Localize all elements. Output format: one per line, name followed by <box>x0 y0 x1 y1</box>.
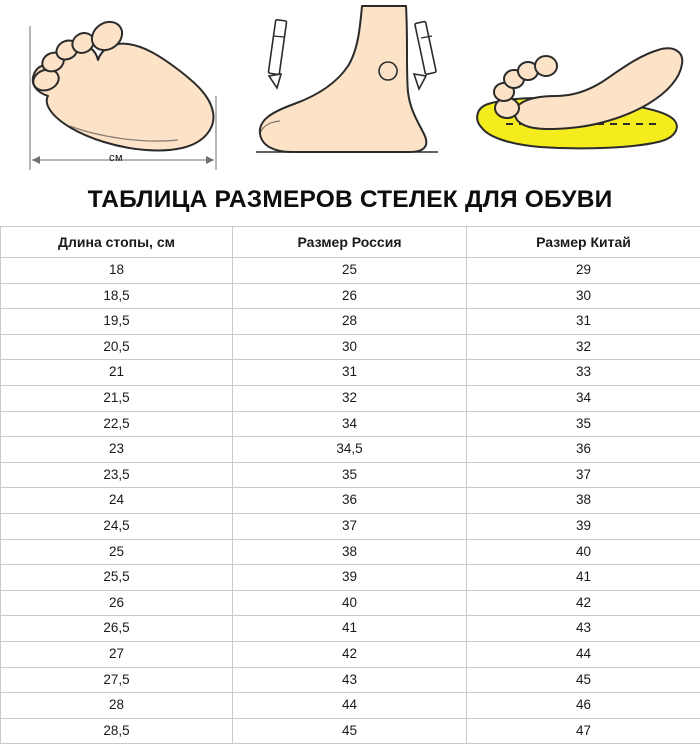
table-row <box>1 462 700 488</box>
foot-sole-illustration <box>10 0 236 180</box>
table-row <box>1 718 700 744</box>
cell-china-size: 33 <box>467 360 700 386</box>
cell-china-size: 39 <box>467 513 700 539</box>
cell-russia-size: 40 <box>233 590 467 616</box>
cell-china-size: 41 <box>467 565 700 591</box>
cell-russia-size: 43 <box>233 667 467 693</box>
cell-russia-size: 37 <box>233 513 467 539</box>
cell-russia-size: 30 <box>233 334 467 360</box>
cell-russia-size: 44 <box>233 693 467 719</box>
table-row <box>1 334 700 360</box>
table-row <box>1 283 700 309</box>
cell-china-size: 43 <box>467 616 700 642</box>
cell-china-size: 47 <box>467 718 700 744</box>
table-row <box>1 539 700 565</box>
cell-china-size: 29 <box>467 258 700 284</box>
cell-china-size: 45 <box>467 667 700 693</box>
insole-svg <box>462 0 694 180</box>
cell-foot-length: 25,5 <box>1 565 233 591</box>
table-row <box>1 616 700 642</box>
cell-foot-length: 24 <box>1 488 233 514</box>
cell-foot-length: 18,5 <box>1 283 233 309</box>
cell-china-size: 44 <box>467 641 700 667</box>
cell-foot-length: 26,5 <box>1 616 233 642</box>
cell-russia-size: 28 <box>233 309 467 335</box>
cell-foot-length: 28,5 <box>1 718 233 744</box>
pencil-left-icon <box>268 20 286 88</box>
cell-foot-length: 21,5 <box>1 385 233 411</box>
column-header-russia-size: Размер Россия <box>233 227 467 258</box>
pencil-right-icon <box>414 21 436 89</box>
cell-foot-length: 25 <box>1 539 233 565</box>
cell-china-size: 32 <box>467 334 700 360</box>
table-row <box>1 590 700 616</box>
table-row <box>1 693 700 719</box>
cell-foot-length: 23,5 <box>1 462 233 488</box>
cell-foot-length: 27 <box>1 641 233 667</box>
cell-foot-length: 19,5 <box>1 309 233 335</box>
cell-china-size: 31 <box>467 309 700 335</box>
table-header-row <box>1 227 700 258</box>
table-body <box>1 258 700 744</box>
cell-russia-size: 34,5 <box>233 437 467 463</box>
size-table <box>0 226 700 744</box>
cell-china-size: 46 <box>467 693 700 719</box>
cell-russia-size: 35 <box>233 462 467 488</box>
cell-russia-size: 31 <box>233 360 467 386</box>
cell-russia-size: 38 <box>233 539 467 565</box>
cell-russia-size: 45 <box>233 718 467 744</box>
cm-measure-label: см <box>109 152 123 164</box>
cell-russia-size: 26 <box>233 283 467 309</box>
cell-russia-size: 32 <box>233 385 467 411</box>
cell-china-size: 36 <box>467 437 700 463</box>
cell-foot-length: 20,5 <box>1 334 233 360</box>
foot-side-svg <box>238 0 458 180</box>
table-row <box>1 641 700 667</box>
foot-side-illustration <box>238 0 458 180</box>
cell-china-size: 38 <box>467 488 700 514</box>
cell-foot-length: 28 <box>1 693 233 719</box>
cell-foot-length: 21 <box>1 360 233 386</box>
cell-china-size: 40 <box>467 539 700 565</box>
cell-china-size: 42 <box>467 590 700 616</box>
table-row <box>1 309 700 335</box>
page-title: ТАБЛИЦА РАЗМЕРОВ СТЕЛЕК ДЛЯ ОБУВИ <box>0 186 700 214</box>
table-row <box>1 488 700 514</box>
table-row <box>1 513 700 539</box>
cell-russia-size: 41 <box>233 616 467 642</box>
cell-russia-size: 42 <box>233 641 467 667</box>
table-row <box>1 565 700 591</box>
table-row <box>1 360 700 386</box>
cell-russia-size: 36 <box>233 488 467 514</box>
cell-foot-length: 27,5 <box>1 667 233 693</box>
table-row <box>1 411 700 437</box>
column-header-foot-length: Длина стопы, см <box>1 227 233 258</box>
cell-china-size: 30 <box>467 283 700 309</box>
illustration-strip <box>0 0 700 180</box>
cell-russia-size: 25 <box>233 258 467 284</box>
table-row <box>1 258 700 284</box>
foot-on-insole-illustration <box>462 0 694 180</box>
cell-foot-length: 22,5 <box>1 411 233 437</box>
cell-russia-size: 34 <box>233 411 467 437</box>
column-header-china-size: Размер Китай <box>467 227 700 258</box>
cell-china-size: 35 <box>467 411 700 437</box>
cell-china-size: 37 <box>467 462 700 488</box>
cell-foot-length: 24,5 <box>1 513 233 539</box>
table-row <box>1 437 700 463</box>
table-row <box>1 385 700 411</box>
cell-foot-length: 18 <box>1 258 233 284</box>
table-row <box>1 667 700 693</box>
cell-china-size: 34 <box>467 385 700 411</box>
cell-foot-length: 23 <box>1 437 233 463</box>
cell-foot-length: 26 <box>1 590 233 616</box>
cell-russia-size: 39 <box>233 565 467 591</box>
